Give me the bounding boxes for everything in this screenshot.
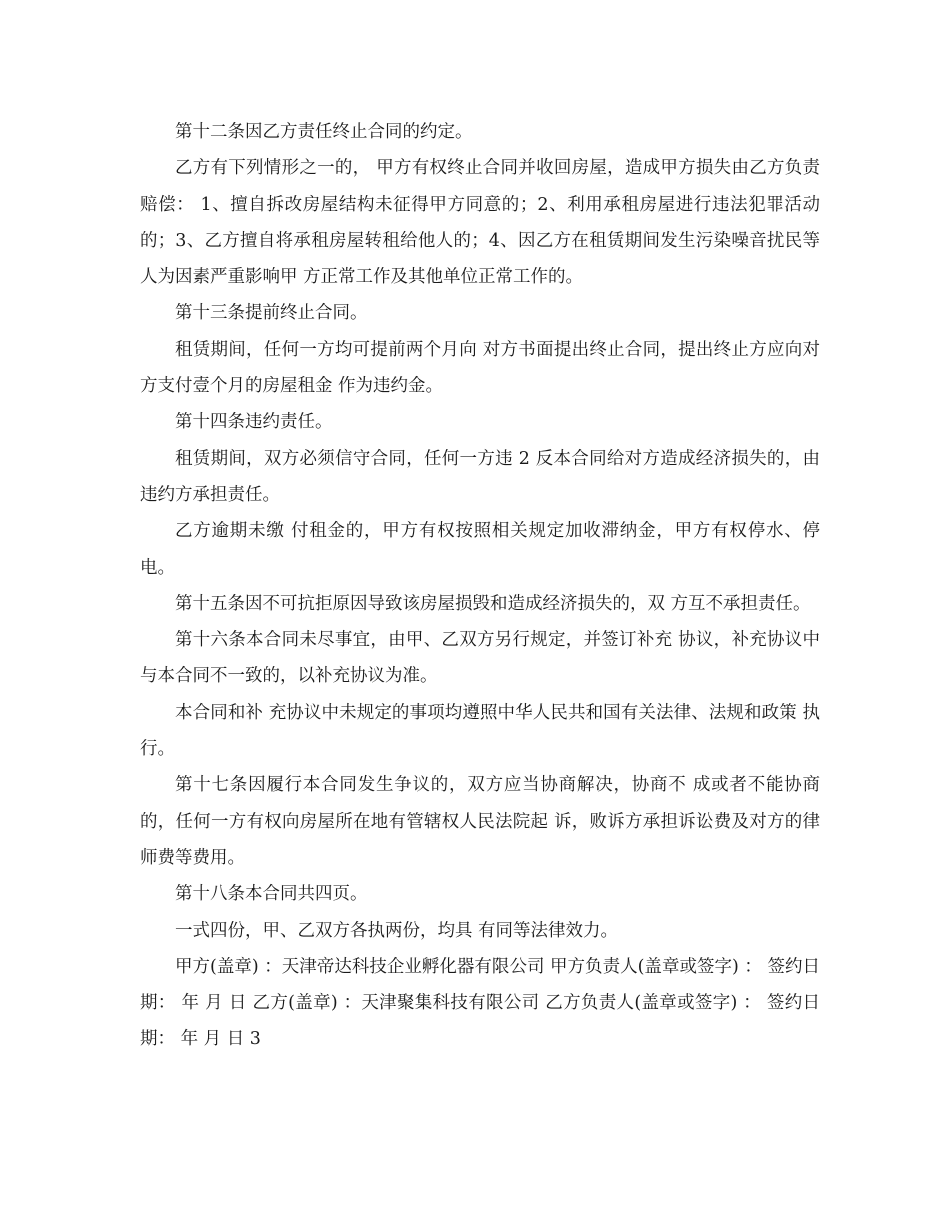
clause-12-heading: 第十二条因乙方责任终止合同的约定。	[175, 122, 473, 142]
clause-15: 第十五条因不可抗拒原因导致该房屋损毁和造成经济损失的，双 方互不承担责任。	[175, 593, 811, 614]
clause-14-late-payment: 乙方逾期未缴 付租金的，甲方有权按照相关规定加收滞纳金，甲方有权停水、停电。	[140, 521, 820, 578]
clause-13-heading: 第十三条提前终止合同。	[175, 303, 368, 324]
clause-18-heading: 第十八条本合同共四页。	[175, 884, 368, 905]
clause-17: 第十七条因履行本合同发生争议的，双方应当协商解决，协商不 成或者不能协商的，任何一方有权向房屋所在地有管辖权人民法院起 诉，败诉方承担诉讼费及对方的律师费等费用。	[140, 775, 820, 868]
signature-block: 甲方(盖章) ：天津帝达科技企业孵化器有限公司 甲方负责人(盖章或签字) ： 签约日期： 年 月 日 乙方(盖章) ：天津聚集科技有限公司 乙方负责人(盖章或签字) ： 签约日期： 年 月 日 3	[140, 956, 820, 1050]
clause-12-body: 乙方有下列情形之一的， 甲方有权终止合同并收回房屋，造成甲方损失由乙方负责赔偿： 1、擅自拆改房屋结构未征得甲方同意的；2、利用承租房屋进行违法犯罪活动的；3、乙方擅自将承租房屋转租给他人的；4、因乙方在租赁期间发生污染噪音扰民等人为因素严重影响甲 方正常工作及其他单位正常工作的。	[140, 158, 820, 288]
clause-14-heading: 第十四条违约责任。	[175, 412, 333, 433]
clause-18-copies: 一式四份，甲、乙双方各执两份，均具 有同等法律效力。	[175, 920, 619, 941]
clause-16: 第十六条本合同未尽事宜，由甲、乙双方另行规定，并签订补充 协议，补充协议中与本合同不一致的，以补充协议为准。	[140, 630, 820, 687]
document-body	[140, 114, 820, 1058]
clause-14-body: 租赁期间，双方必须信守合同，任何一方违 2 反本合同给对方造成经济损失的，由违约方承担责任。	[140, 448, 820, 505]
clause-13-body: 租赁期间，任何一方均可提前两个月向 对方书面提出终止合同，提出终止方应向对方支付壹个月的房屋租金 作为违约金。	[140, 339, 820, 397]
clause-16-supplement: 本合同和补 充协议中未规定的事项均遵照中华人民共和国有关法律、法规和政策 执行。	[140, 702, 820, 760]
